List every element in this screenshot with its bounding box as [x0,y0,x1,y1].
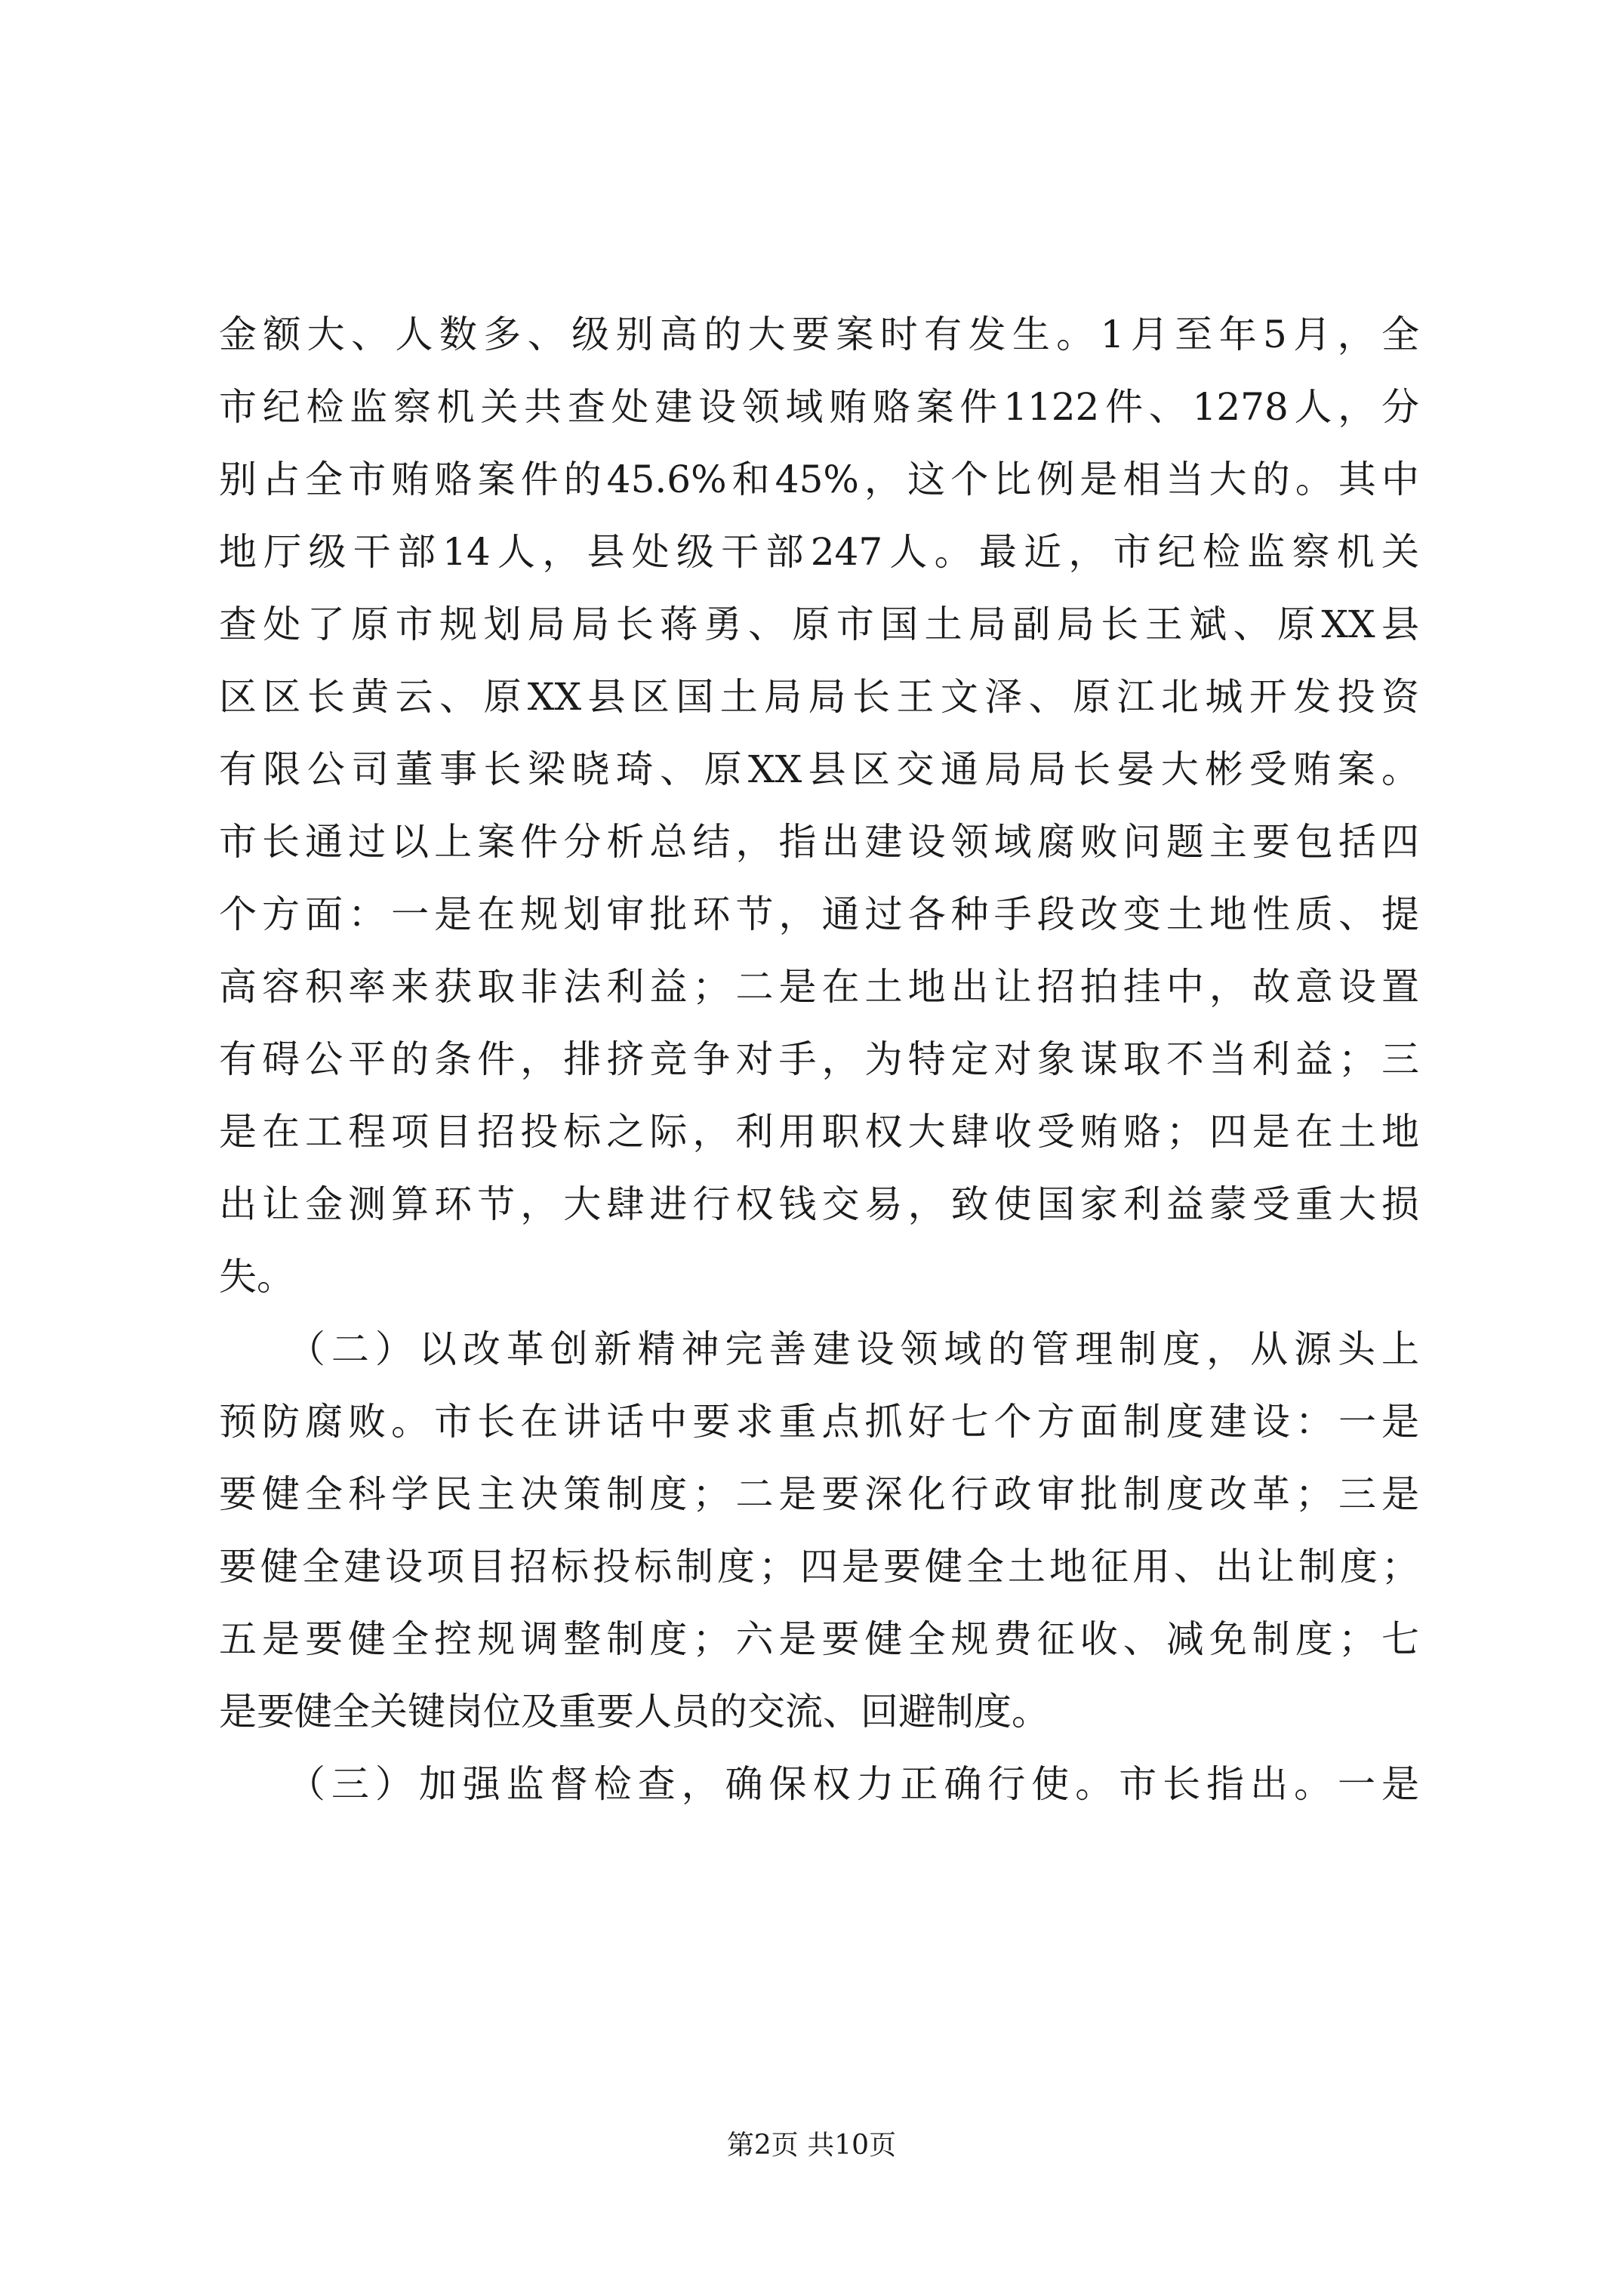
text-line: 区区长黄云、原XX县区国土局局长王文泽、原江北城开发投资 [219,675,1419,719]
text-line: 金额大、人数多、级别高的大要案时有发生。1月至年5月，全 [219,313,1419,356]
text-line: 高容积率来获取非法利益；二是在土地出让招拍挂中，故意设置 [219,965,1419,1009]
text-line: 要健全科学民主决策制度；二是要深化行政审批制度改革；三是 [219,1472,1419,1516]
text-line: 市纪检监察机关共查处建设领域贿赂案件1122件、1278人，分 [219,385,1419,429]
text-line: 五是要健全控规调整制度；六是要健全规费征收、减免制度；七 [219,1617,1419,1661]
text-line: 是在工程项目招投标之际，利用职权大肆收受贿赂；四是在土地 [219,1110,1419,1154]
text-line: 预防腐败。市长在讲话中要求重点抓好七个方面制度建设：一是 [219,1400,1419,1444]
text-line: 出让金测算环节，大肆进行权钱交易，致使国家利益蒙受重大损 [219,1182,1419,1226]
text-line: 个方面：一是在规划审批环节，通过各种手段改变土地性质、提 [219,892,1419,936]
text-line: 要健全建设项目招标投标制度；四是要健全土地征用、出让制度； [219,1545,1419,1589]
text-line: 市长通过以上案件分析总结，指出建设领域腐败问题主要包括四 [219,820,1419,864]
text-line: 别占全市贿赂案件的45.6%和45%，这个比例是相当大的。其中 [219,458,1419,501]
text-line: （三）加强监督检查，确保权力正确行使。市长指出。一是 [219,1762,1419,1806]
text-line: 有限公司董事长梁晓琦、原XX县区交通局局长晏大彬受贿案。 [219,747,1419,791]
page-number-label: 第2页 共10页 [726,2130,897,2161]
text-line: 是要健全关键岗位及重要人员的交流、回避制度。 [219,1690,1049,1734]
text-line: 有碍公平的条件，排挤竞争对手，为特定对象谋取不当利益；三 [219,1037,1419,1081]
text-line: （二）以改革创新精神完善建设领域的管理制度，从源头上 [219,1327,1419,1371]
text-line: 查处了原市规划局局长蒋勇、原市国土局副局长王斌、原XX县 [219,603,1419,646]
page-footer [0,2129,1623,2162]
text-line: 地厅级干部14人，县处级干部247人。最近，市纪检监察机关 [219,530,1419,574]
document-body [219,298,1419,1820]
text-line: 失。 [219,1255,294,1299]
